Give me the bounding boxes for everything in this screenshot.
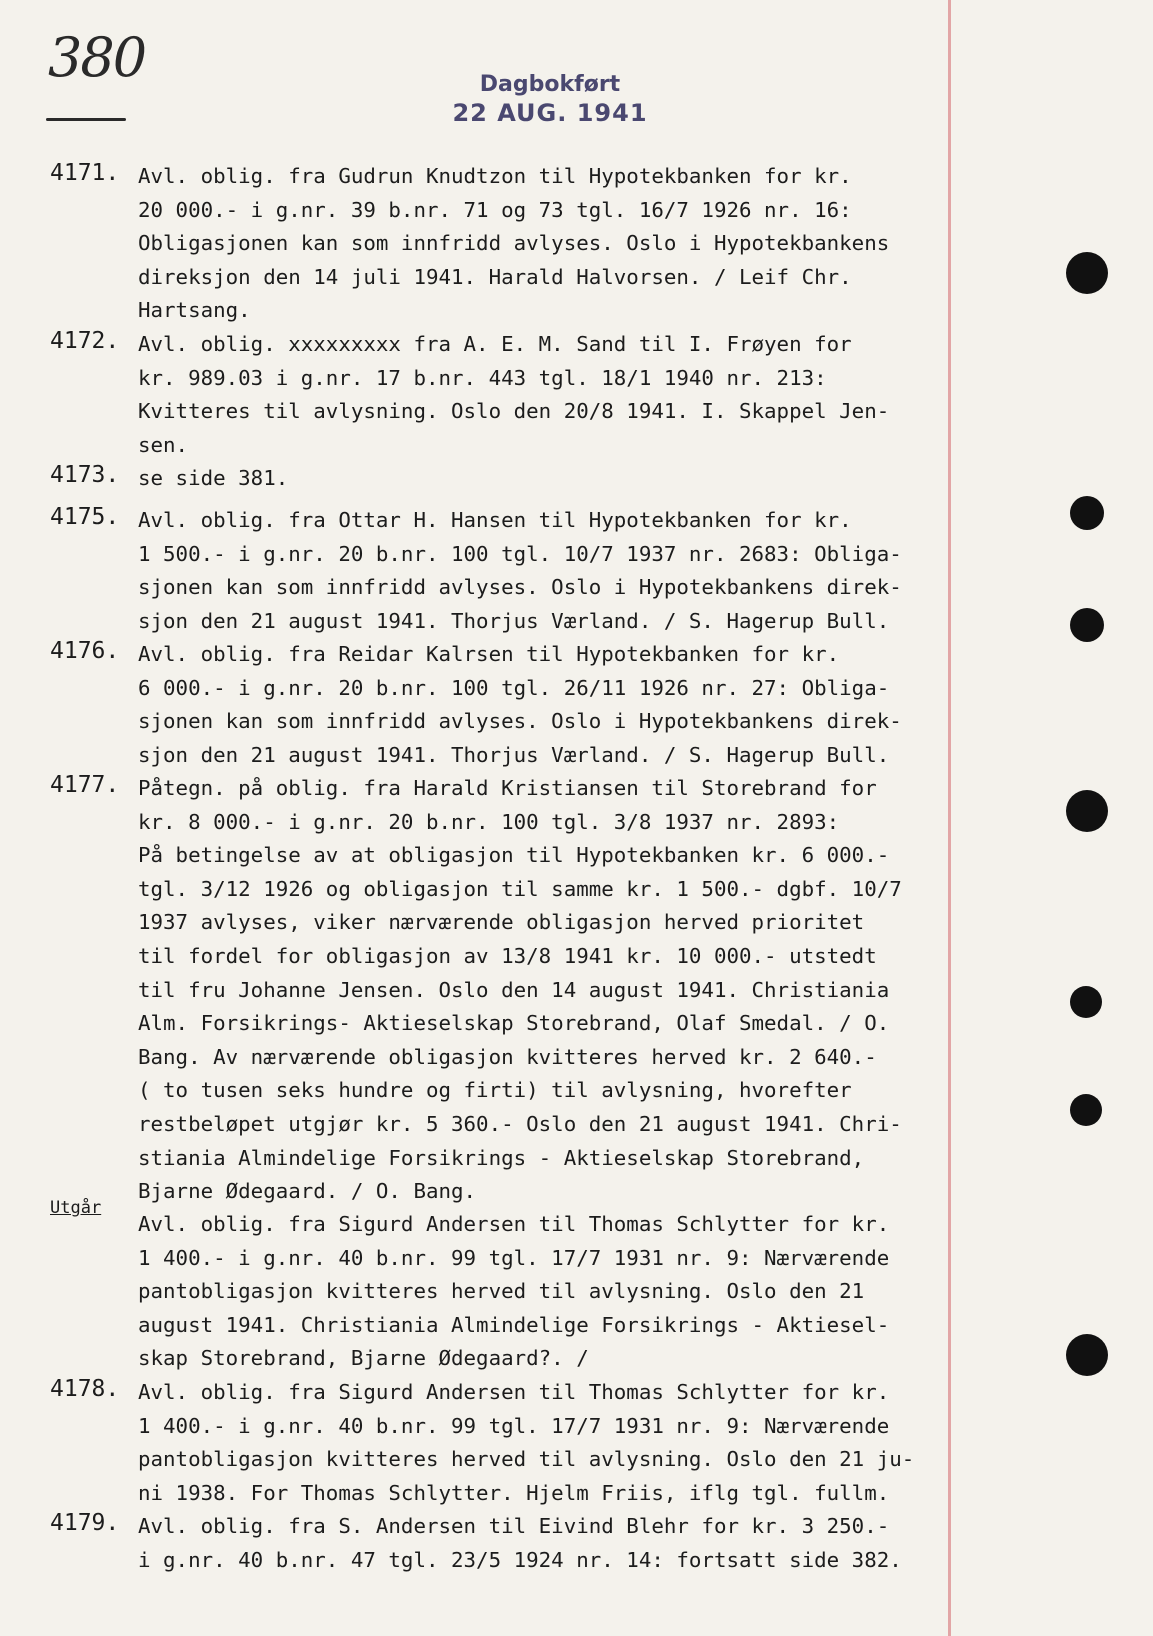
entry-line: pantobligasjon kvitteres herved til avlysning. Oslo den 21 xyxy=(138,1279,865,1304)
entry-line: 1 400.- i g.nr. 40 b.nr. 99 tgl. 17/7 1931 nr. 9: Nærværende xyxy=(138,1413,890,1438)
entry-line: 1 400.- i g.nr. 40 b.nr. 99 tgl. 17/7 1931 nr. 9: Nærværende xyxy=(138,1245,890,1270)
entry-text xyxy=(138,772,958,1209)
entry-text xyxy=(138,328,958,462)
entry-line: Avl. oblig. fra Gudrun Knudtzon til Hypotekbanken for kr. xyxy=(138,164,852,188)
registration-stamp xyxy=(440,72,660,127)
stamp-date: 22 AUG. 1941 xyxy=(452,99,648,127)
entry-number: 4173. xyxy=(50,462,120,488)
entry-line: sjon den 21 august 1941. Thorjus Værland. / S. Hagerup Bull. xyxy=(138,742,890,767)
entry-number: 4172. xyxy=(50,328,120,354)
entry-line: 6 000.- i g.nr. 20 b.nr. 100 tgl. 26/11 1926 nr. 27: Obliga- xyxy=(138,675,890,700)
entry-line: Alm. Forsikrings- Aktieselskap Storebrand, Olaf Smedal. / O. xyxy=(138,1011,890,1036)
entry-line: til fordel for obligasjon av 13/8 1941 kr. 10 000.- utstedt xyxy=(138,943,877,968)
entry-number: 4171. xyxy=(50,160,120,186)
entry-number: Utgår xyxy=(50,1198,102,1218)
entry-text xyxy=(138,504,958,638)
entry-line: skap Storebrand, Bjarne Ødegaard?. / xyxy=(138,1346,589,1371)
entry-line: Obligasjonen kan som innfridd avlyses. Oslo i Hypotekbankens xyxy=(138,231,890,256)
binder-hole xyxy=(1066,252,1108,294)
entry-text xyxy=(138,1510,958,1577)
entry-line: Avl. oblig. fra Ottar H. Hansen til Hypotekbanken for kr. xyxy=(138,508,852,532)
entry-line: Kvitteres til avlysning. Oslo den 20/8 1941. I. Skappel Jen- xyxy=(138,399,890,424)
entry-text xyxy=(138,462,958,496)
entry-line: Avl. oblig. xxxxxxxxx fra A. E. M. Sand til I. Frøyen for xyxy=(138,332,852,356)
entry-line: august 1941. Christiania Almindelige Forsikrings - Aktiesel- xyxy=(138,1312,890,1337)
binder-hole xyxy=(1070,496,1104,530)
binder-hole xyxy=(1066,790,1108,832)
page-number: 380 xyxy=(48,26,146,89)
binder-hole xyxy=(1070,986,1102,1018)
entry-number: 4175. xyxy=(50,504,120,530)
entry-number: 4177. xyxy=(50,772,120,798)
entry-line: Bang. Av nærværende obligasjon kvitteres herved kr. 2 640.- xyxy=(138,1044,877,1069)
stamp-label: Dagbokført xyxy=(479,72,621,97)
entry-line: Hartsang. xyxy=(138,298,251,323)
entry-line: Avl. oblig. fra Sigurd Andersen til Thomas Schlytter for kr. xyxy=(138,1380,890,1404)
binder-hole xyxy=(1070,1094,1102,1126)
entry-line: ni 1938. For Thomas Schlytter. Hjelm Friis, iflg tgl. fullm. xyxy=(138,1480,890,1505)
entry-line: sjonen kan som innfridd avlyses. Oslo i Hypotekbankens direk- xyxy=(138,575,902,600)
entry-line: 1937 avlyses, viker nærværende obligasjon herved prioritet xyxy=(138,910,865,935)
entry-line: Avl. oblig. fra S. Andersen til Eivind Blehr for kr. 3 250.- xyxy=(138,1514,890,1538)
entry-line: direksjon den 14 juli 1941. Harald Halvorsen. / Leif Chr. xyxy=(138,264,852,289)
entry-line: tgl. 3/12 1926 og obligasjon til samme kr. 1 500.- dgbf. 10/7 xyxy=(138,876,902,901)
entry-line: kr. 989.03 i g.nr. 17 b.nr. 443 tgl. 18/1 1940 nr. 213: xyxy=(138,365,827,390)
entry-line: se side 381. xyxy=(138,466,289,490)
page-number-underline xyxy=(46,118,126,121)
entry-number: 4176. xyxy=(50,638,120,664)
entry-line: ( to tusen seks hundre og firti) til avlysning, hvorefter xyxy=(138,1078,852,1103)
entry-text xyxy=(138,638,958,772)
entry-line: 1 500.- i g.nr. 20 b.nr. 100 tgl. 10/7 1937 nr. 2683: Obliga- xyxy=(138,541,902,566)
entry-line: i g.nr. 40 b.nr. 47 tgl. 23/5 1924 nr. 14: fortsatt side 382. xyxy=(138,1547,902,1572)
entry-text xyxy=(138,160,958,328)
entry-text xyxy=(138,1376,958,1510)
entry-line: Avl. oblig. fra Sigurd Andersen til Thomas Schlytter for kr. xyxy=(138,1212,890,1236)
entry-line: kr. 8 000.- i g.nr. 20 b.nr. 100 tgl. 3/8 1937 nr. 2893: xyxy=(138,809,840,834)
entry-line: sjon den 21 august 1941. Thorjus Værland. / S. Hagerup Bull. xyxy=(138,608,890,633)
entry-line: stiania Almindelige Forsikrings - Aktieselskap Storebrand, xyxy=(138,1145,865,1170)
entry-text xyxy=(138,1208,958,1376)
entry-line: restbeløpet utgjør kr. 5 360.- Oslo den 21 august 1941. Chri- xyxy=(138,1111,902,1136)
entry-line: 20 000.- i g.nr. 39 b.nr. 71 og 73 tgl. 16/7 1926 nr. 16: xyxy=(138,197,852,222)
entry-line: På betingelse av at obligasjon til Hypotekbanken kr. 6 000.- xyxy=(138,843,890,868)
entry-line: Påtegn. på oblig. fra Harald Kristiansen til Storebrand for xyxy=(138,776,877,800)
entry-line: Avl. oblig. fra Reidar Kalrsen til Hypotekbanken for kr. xyxy=(138,642,840,666)
binder-hole xyxy=(1070,608,1104,642)
binder-hole xyxy=(1066,1334,1108,1376)
entry-line: sen. xyxy=(138,432,189,457)
entry-line: pantobligasjon kvitteres herved til avlysning. Oslo den 21 ju- xyxy=(138,1447,915,1472)
entry-number: 4179. xyxy=(50,1510,120,1536)
entry-number: 4178. xyxy=(50,1376,120,1402)
entry-line: til fru Johanne Jensen. Oslo den 14 august 1941. Christiania xyxy=(138,977,890,1002)
entry-line: sjonen kan som innfridd avlyses. Oslo i Hypotekbankens direk- xyxy=(138,709,902,734)
entry-line: Bjarne Ødegaard. / O. Bang. xyxy=(138,1179,477,1204)
